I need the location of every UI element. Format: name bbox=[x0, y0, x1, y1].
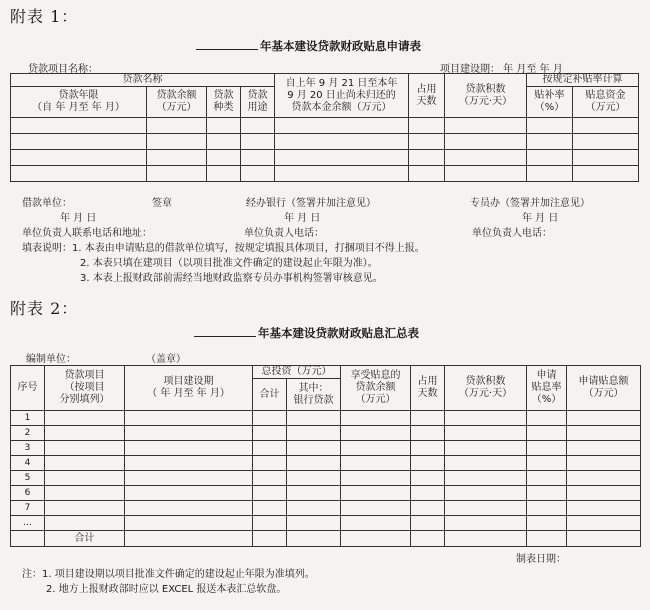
contact-label: 单位负责人联系电话和地址： bbox=[22, 228, 152, 239]
hdr-loan-term: 贷款年限 （自 年 月至 年 月） bbox=[11, 87, 147, 118]
construction-period-label: 项目建设期： 年 月至 年 月 bbox=[440, 64, 563, 75]
hdr-accum: 贷款积数 （万元·天） bbox=[445, 366, 527, 411]
table2-heading: 附表 2： bbox=[10, 299, 79, 318]
hdr-type: 贷款 种类 bbox=[207, 87, 241, 118]
hdr-bank-loan: 其中： 银行贷款 bbox=[287, 379, 341, 411]
table1-title-text: 年基本建设贷款财政贴息申请表 bbox=[260, 39, 421, 53]
table2-title bbox=[194, 325, 419, 341]
hdr-unpaid-balance: 自上年 9 月 21 日至本年 9 月 20 日止尚未归还的 贷款本金余额（万元） bbox=[275, 74, 409, 118]
table-row bbox=[11, 150, 639, 166]
office-label: 专员办（签署并加注意见） bbox=[470, 198, 590, 209]
table-row: 2 bbox=[11, 426, 641, 441]
table-row: … bbox=[11, 516, 641, 531]
table1-heading: 附表 1： bbox=[10, 7, 79, 26]
table-row bbox=[11, 118, 639, 134]
date-bank: 年 月 日 bbox=[284, 213, 321, 224]
sum-label: 合计 bbox=[45, 531, 125, 547]
hdr-accum: 贷款积数 （万元·天） bbox=[445, 74, 527, 118]
hdr-use: 贷款 用途 bbox=[241, 87, 275, 118]
unit-label: 编制单位： bbox=[26, 354, 76, 365]
bank-label: 经办银行（签署并加注意见） bbox=[246, 198, 376, 209]
phone-label-2: 单位负责人电话： bbox=[472, 228, 552, 239]
table-row: 5 bbox=[11, 471, 641, 486]
hdr-no: 序号 bbox=[11, 366, 45, 411]
hdr-days: 占用 天数 bbox=[411, 366, 445, 411]
date-label: 制表日期： bbox=[516, 554, 566, 565]
hdr-calc: 按规定补贴率计算 bbox=[527, 74, 639, 87]
note-2: 2. 本表只填在建项目（以项目批准文件确定的建设起止年限为准）。 bbox=[80, 258, 378, 269]
application-table bbox=[10, 73, 639, 182]
hdr-project: 贷款项目 （按项目 分别填列） bbox=[45, 366, 125, 411]
title-year-blank bbox=[194, 326, 256, 337]
hdr-amount: 申请贴息额 （万元） bbox=[567, 366, 641, 411]
hdr-rate: 申请 贴息率 （%） bbox=[527, 366, 567, 411]
table-row: 4 bbox=[11, 456, 641, 471]
date-office: 年 月 日 bbox=[522, 213, 559, 224]
project-name-label: 贷款项目名称： bbox=[28, 64, 98, 75]
table-row bbox=[11, 166, 639, 182]
summary-note-2: 2. 地方上报财政部时应以 EXCEL 报送本表汇总软盘。 bbox=[46, 584, 287, 595]
hdr-fund: 贴息资金 （万元） bbox=[573, 87, 639, 118]
borrower-label: 借款单位： bbox=[22, 198, 72, 209]
table-row: 6 bbox=[11, 486, 641, 501]
note-1: 填表说明：1. 本表由申请贴息的借款单位填写，按规定填报具体项目，打捆项目不得上报。 bbox=[22, 243, 425, 254]
seal-label: 签章 bbox=[152, 198, 172, 209]
table-row bbox=[11, 134, 639, 150]
sum-row bbox=[11, 531, 641, 547]
hdr-rate: 贴补率 （%） bbox=[527, 87, 573, 118]
hdr-invest: 总投资（万元） bbox=[253, 366, 341, 379]
table1-title bbox=[196, 38, 421, 54]
hdr-days: 占用 天数 bbox=[409, 74, 445, 118]
unit-seal: （盖章） bbox=[146, 354, 186, 365]
table-row: 1 bbox=[11, 411, 641, 426]
phone-label-1: 单位负责人电话： bbox=[244, 228, 324, 239]
hdr-balance: 贷款余额 （万元） bbox=[147, 87, 207, 118]
hdr-enjoy: 享受贴息的 贷款余额 （万元） bbox=[341, 366, 411, 411]
date-borrower: 年 月 日 bbox=[60, 213, 97, 224]
summary-table bbox=[10, 365, 641, 547]
table2-title-text: 年基本建设贷款财政贴息汇总表 bbox=[258, 326, 419, 340]
title-year-blank bbox=[196, 39, 258, 50]
hdr-loan-name: 贷款名称 bbox=[11, 74, 275, 87]
summary-note-1: 注：1. 项目建设期以项目批准文件确定的建设起止年限为准填列。 bbox=[22, 569, 315, 580]
hdr-period: 项目建设期 （ 年 月至 年 月） bbox=[125, 366, 253, 411]
note-3: 3. 本表上报财政部前需经当地财政监察专员办事机构签署审核意见。 bbox=[80, 273, 383, 284]
table-row: 3 bbox=[11, 441, 641, 456]
hdr-total: 合计 bbox=[253, 379, 287, 411]
table-row: 7 bbox=[11, 501, 641, 516]
